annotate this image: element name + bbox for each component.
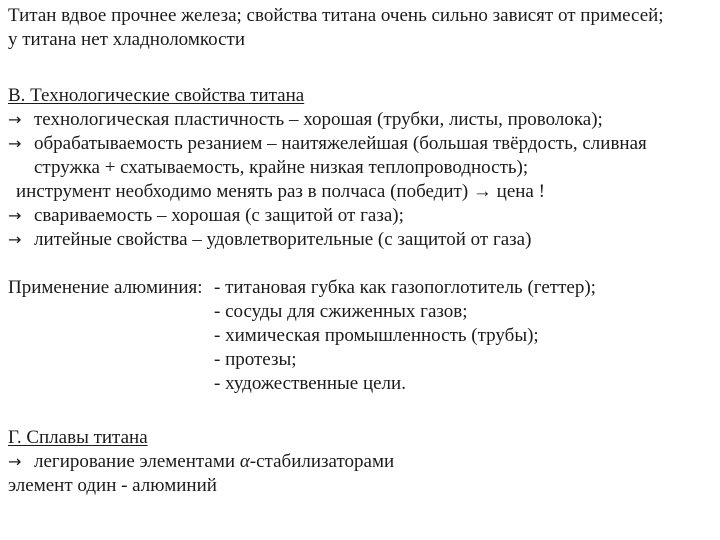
intro-line-2: у титана нет хладноломкости: [8, 29, 245, 50]
alpha-symbol: α: [239, 451, 250, 472]
intro-line-1: Титан вдвое прочнее железа; свойства титана очень сильно зависят от примесей;: [8, 5, 664, 26]
section-b-item-2-continuation: стружка + схатываемость, крайне низкая теплопроводность);: [34, 157, 529, 178]
item-text: обрабатываемость резанием – наитяжелейшая (большая твёрдость, сливная: [34, 133, 647, 154]
arrow-right-icon: →: [8, 134, 22, 153]
arrow-right-icon: →: [8, 110, 22, 129]
item-text-prefix: легирование элементами: [34, 451, 240, 472]
arrow-right-icon: →: [8, 206, 22, 225]
section-b-title: В. Технологические свойства титана: [8, 85, 305, 106]
section-b-item-1: [8, 108, 603, 131]
section-g-title: Г. Сплавы титана: [8, 427, 148, 448]
item-text: литейные свойства – удовлетворительные (с защитой от газа): [34, 229, 532, 250]
arrow-right-icon: →: [8, 452, 22, 471]
aluminum-use-2: - сосуды для сжиженных газов;: [214, 301, 468, 322]
aluminum-use-5: - художественные цели.: [214, 373, 406, 394]
aluminum-lead: Применение алюминия:: [8, 277, 203, 298]
aluminum-use-3: - химическая промышленность (трубы);: [214, 325, 539, 346]
section-b-tool-note: инструмент необходимо менять раз в полчаса (победит) → цена !: [16, 181, 545, 202]
section-b-item-2: [8, 132, 647, 155]
section-g-line-2: элемент один - алюминий: [8, 475, 217, 496]
aluminum-use-4: - протезы;: [214, 349, 297, 370]
item-text: технологическая пластичность – хорошая (трубки, листы, проволока);: [34, 109, 603, 130]
section-b-item-4: [8, 228, 531, 251]
arrow-right-icon: →: [8, 230, 22, 249]
item-text-suffix: -стабилизаторами: [249, 451, 395, 472]
item-text: свариваемость – хорошая (с защитой от газа);: [34, 205, 404, 226]
section-b-item-3: [8, 204, 404, 227]
aluminum-use-1: - титановая губка как газопоглотитель (геттер);: [214, 277, 596, 298]
section-g-item-1: [8, 450, 394, 473]
